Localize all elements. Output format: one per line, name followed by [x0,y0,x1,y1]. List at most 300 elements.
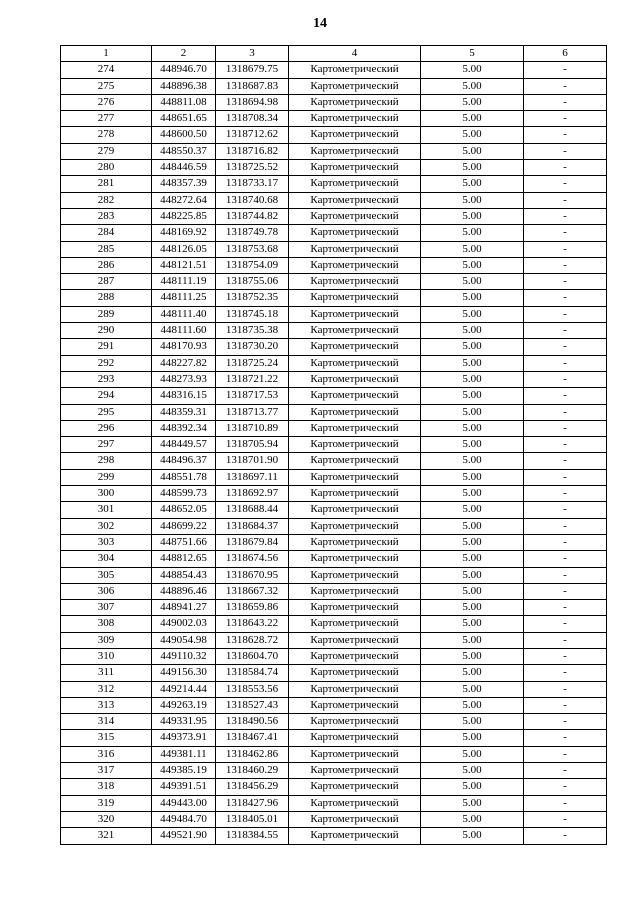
table-row [61,176,607,192]
table-row [61,371,607,387]
table-cell: 448272.64 [152,192,216,208]
column-header: 3 [216,46,289,62]
table-row [61,111,607,127]
table-cell: 1318688.44 [216,502,289,518]
table-cell: 448600.50 [152,127,216,143]
table-row [61,290,607,306]
table-cell: - [524,127,607,143]
table-cell: - [524,453,607,469]
table-row [61,306,607,322]
table-row [61,208,607,224]
table-cell: 288 [61,290,152,306]
table-cell: 1318694.98 [216,94,289,110]
table-cell: Картометрический [289,518,421,534]
table-cell: 5.00 [421,486,524,502]
table-cell: 314 [61,714,152,730]
table-cell: 1318755.06 [216,274,289,290]
table-cell: 449054.98 [152,632,216,648]
table-cell: - [524,143,607,159]
table-cell: 5.00 [421,339,524,355]
table-cell: Картометрический [289,486,421,502]
table-cell: - [524,665,607,681]
table-cell: Картометрический [289,730,421,746]
table-cell: - [524,648,607,664]
table-cell: 1318467.41 [216,730,289,746]
table-cell: 297 [61,437,152,453]
table-cell: 448111.40 [152,306,216,322]
table-cell: 1318679.84 [216,534,289,550]
table-cell: 5.00 [421,257,524,273]
table-cell: 5.00 [421,192,524,208]
table-cell: - [524,681,607,697]
table-cell: Картометрический [289,257,421,273]
table-cell: 448652.05 [152,502,216,518]
table-cell: 5.00 [421,274,524,290]
table-row [61,225,607,241]
table-cell: 1318527.43 [216,697,289,713]
table-cell: 291 [61,339,152,355]
column-header: 5 [421,46,524,62]
table-row [61,420,607,436]
table-cell: 320 [61,811,152,827]
table-cell: 1318753.68 [216,241,289,257]
table-cell: 449331.95 [152,714,216,730]
table-cell: 448227.82 [152,355,216,371]
table-cell: - [524,388,607,404]
table-cell: 448812.65 [152,551,216,567]
table-row [61,697,607,713]
table-cell: 5.00 [421,127,524,143]
table-cell: - [524,583,607,599]
table-cell: 1318712.62 [216,127,289,143]
table-cell: - [524,567,607,583]
table-cell: 5.00 [421,567,524,583]
table-cell: Картометрический [289,160,421,176]
table-cell: Картометрический [289,339,421,355]
column-header: 1 [61,46,152,62]
table-cell: 1318754.09 [216,257,289,273]
table-cell: Картометрический [289,143,421,159]
table-cell: Картометрический [289,469,421,485]
table-cell: 1318670.95 [216,567,289,583]
table-cell: 1318628.72 [216,632,289,648]
table-cell: 448316.15 [152,388,216,404]
table-cell: - [524,730,607,746]
column-header: 4 [289,46,421,62]
table-cell: 448121.51 [152,257,216,273]
table-cell: Картометрический [289,306,421,322]
table-cell: Картометрический [289,681,421,697]
table-cell: 1318405.01 [216,811,289,827]
table-cell: 5.00 [421,323,524,339]
table-header-row [61,46,607,62]
table-cell: 5.00 [421,290,524,306]
table-cell: - [524,306,607,322]
table-cell: Картометрический [289,665,421,681]
table-row [61,665,607,681]
table-cell: 5.00 [421,632,524,648]
table-cell: - [524,404,607,420]
table-cell: - [524,208,607,224]
table-cell: 313 [61,697,152,713]
table-cell: - [524,94,607,110]
table-cell: 1318740.68 [216,192,289,208]
table-row [61,811,607,827]
table-cell: 5.00 [421,811,524,827]
table-cell: 5.00 [421,730,524,746]
page-number: 14 [313,16,327,31]
table-cell: 448811.08 [152,94,216,110]
table-cell: 284 [61,225,152,241]
table-cell: 448111.60 [152,323,216,339]
table-cell: 5.00 [421,795,524,811]
table-cell: 298 [61,453,152,469]
table-cell: 5.00 [421,828,524,844]
table-cell: 448699.22 [152,518,216,534]
table-cell: 1318456.29 [216,779,289,795]
table-cell: 5.00 [421,208,524,224]
table-row [61,746,607,762]
table-cell: 318 [61,779,152,795]
table-cell: Картометрический [289,225,421,241]
table-cell: Картометрический [289,323,421,339]
table-cell: 292 [61,355,152,371]
table-cell: 5.00 [421,420,524,436]
table-cell: 448169.92 [152,225,216,241]
table-cell: - [524,323,607,339]
table-cell: 5.00 [421,648,524,664]
table-body [61,62,607,844]
table-cell: 1318701.90 [216,453,289,469]
table-cell: Картометрический [289,632,421,648]
table-cell: 276 [61,94,152,110]
table-cell: 316 [61,746,152,762]
table-cell: 1318667.32 [216,583,289,599]
table-cell: 5.00 [421,600,524,616]
table-cell: 5.00 [421,78,524,94]
table-cell: 1318725.52 [216,160,289,176]
table-cell: 1318733.17 [216,176,289,192]
table-cell: 1318735.38 [216,323,289,339]
table-cell: 448496.37 [152,453,216,469]
table-cell: Картометрический [289,437,421,453]
table-cell: - [524,62,607,78]
table-row [61,828,607,844]
table-cell: Картометрический [289,176,421,192]
table-cell: 449443.00 [152,795,216,811]
table-cell: 5.00 [421,306,524,322]
table-cell: 448854.43 [152,567,216,583]
table-row [61,78,607,94]
coordinates-table [60,45,607,845]
table-cell: Картометрический [289,534,421,550]
table-cell: 274 [61,62,152,78]
table-cell: Картометрический [289,714,421,730]
table-cell: - [524,600,607,616]
table-cell: 5.00 [421,551,524,567]
table-cell: 311 [61,665,152,681]
table-cell: 5.00 [421,665,524,681]
table-cell: 1318752.35 [216,290,289,306]
table-row [61,160,607,176]
table-cell: 5.00 [421,176,524,192]
table-cell: Картометрический [289,779,421,795]
table-cell: Картометрический [289,811,421,827]
table-row [61,453,607,469]
table-cell: 1318705.94 [216,437,289,453]
table-cell: 303 [61,534,152,550]
table-cell: 321 [61,828,152,844]
table-cell: - [524,437,607,453]
table-row [61,388,607,404]
table-cell: 448446.59 [152,160,216,176]
table-cell: 5.00 [421,371,524,387]
table-cell: 449484.70 [152,811,216,827]
table-cell: 5.00 [421,763,524,779]
table-cell: - [524,616,607,632]
table-cell: 448550.37 [152,143,216,159]
table-cell: 1318584.74 [216,665,289,681]
table-row [61,730,607,746]
table-row [61,567,607,583]
table-cell: 1318725.24 [216,355,289,371]
table-row [61,534,607,550]
table-cell: 448273.93 [152,371,216,387]
table-cell: 278 [61,127,152,143]
table-cell: 309 [61,632,152,648]
table-cell: 5.00 [421,502,524,518]
table-row [61,681,607,697]
table-row [61,551,607,567]
table-cell: 449156.30 [152,665,216,681]
table-cell: 448357.39 [152,176,216,192]
table-cell: 5.00 [421,469,524,485]
table-cell: Картометрический [289,648,421,664]
table-cell: 294 [61,388,152,404]
table-cell: Картометрический [289,94,421,110]
table-cell: - [524,534,607,550]
table-cell: 448896.38 [152,78,216,94]
table-row [61,355,607,371]
table-cell: 1318687.83 [216,78,289,94]
table-cell: 304 [61,551,152,567]
table-cell: - [524,551,607,567]
table-cell: 5.00 [421,437,524,453]
table-row [61,192,607,208]
table-cell: Картометрический [289,404,421,420]
table-cell: 5.00 [421,111,524,127]
table-cell: 281 [61,176,152,192]
table-cell: Картометрический [289,453,421,469]
table-cell: 5.00 [421,779,524,795]
table-row [61,616,607,632]
table-cell: 282 [61,192,152,208]
table-cell: 449110.32 [152,648,216,664]
table-cell: 1318553.56 [216,681,289,697]
table-cell: 1318710.89 [216,420,289,436]
table-cell: Картометрический [289,127,421,143]
column-header: 2 [152,46,216,62]
table-cell: Картометрический [289,290,421,306]
table-cell: 275 [61,78,152,94]
table-cell: Картометрический [289,62,421,78]
table-cell: 449214.44 [152,681,216,697]
table-cell: - [524,828,607,844]
table-cell: 5.00 [421,681,524,697]
table-cell: 449002.03 [152,616,216,632]
table-cell: - [524,355,607,371]
table-row [61,600,607,616]
table-cell: Картометрический [289,746,421,762]
table-cell: Картометрический [289,583,421,599]
table-cell: 448170.93 [152,339,216,355]
table-cell: Картометрический [289,241,421,257]
table-cell: 310 [61,648,152,664]
table-cell: 448225.85 [152,208,216,224]
column-header: 6 [524,46,607,62]
table-cell: 312 [61,681,152,697]
table-cell: - [524,486,607,502]
table-cell: 285 [61,241,152,257]
table-cell: - [524,502,607,518]
table-cell: 1318427.96 [216,795,289,811]
table-row [61,779,607,795]
table-cell: 1318716.82 [216,143,289,159]
table-cell: 448896.46 [152,583,216,599]
table-cell: 296 [61,420,152,436]
table-row [61,323,607,339]
table-row [61,648,607,664]
table-cell: 1318674.56 [216,551,289,567]
table-cell: 290 [61,323,152,339]
table-cell: 449391.51 [152,779,216,795]
table-cell: 305 [61,567,152,583]
table-cell: 5.00 [421,714,524,730]
table-cell: 5.00 [421,388,524,404]
table-cell: 448651.65 [152,111,216,127]
table-cell: 1318730.20 [216,339,289,355]
table-cell: - [524,176,607,192]
table-cell: Картометрический [289,78,421,94]
table-cell: 289 [61,306,152,322]
table-cell: 5.00 [421,697,524,713]
table-cell: 315 [61,730,152,746]
table-cell: 449521.90 [152,828,216,844]
table-cell: 448449.57 [152,437,216,453]
table-cell: Картометрический [289,208,421,224]
table-cell: 1318460.29 [216,763,289,779]
table-cell: - [524,469,607,485]
table-row [61,518,607,534]
table-cell: 1318384.55 [216,828,289,844]
table-cell: 448392.34 [152,420,216,436]
table-cell: 1318721.22 [216,371,289,387]
table-cell: 287 [61,274,152,290]
table-cell: 302 [61,518,152,534]
table-cell: - [524,192,607,208]
table-cell: 280 [61,160,152,176]
table-cell: - [524,779,607,795]
table-row [61,241,607,257]
table-cell: 300 [61,486,152,502]
table-row [61,583,607,599]
table-row [61,486,607,502]
table-cell: 448551.78 [152,469,216,485]
table-cell: 5.00 [421,62,524,78]
table-cell: Картометрический [289,388,421,404]
table-cell: - [524,371,607,387]
table-cell: 299 [61,469,152,485]
table-row [61,795,607,811]
table-cell: 277 [61,111,152,127]
table-cell: - [524,111,607,127]
table-cell: Картометрический [289,420,421,436]
table-cell: 448111.19 [152,274,216,290]
table-cell: 5.00 [421,404,524,420]
table-cell: 448946.70 [152,62,216,78]
table-cell: 5.00 [421,583,524,599]
table-cell: 293 [61,371,152,387]
table-row [61,763,607,779]
table-cell: 5.00 [421,518,524,534]
table-row [61,714,607,730]
table-cell: Картометрический [289,551,421,567]
table-row [61,404,607,420]
table-row [61,62,607,78]
table-cell: 1318692.97 [216,486,289,502]
table-cell: - [524,714,607,730]
table-cell: - [524,420,607,436]
table-cell: 448111.25 [152,290,216,306]
table-cell: Картометрический [289,274,421,290]
table-cell: 449373.91 [152,730,216,746]
table-cell: Картометрический [289,828,421,844]
table-cell: - [524,339,607,355]
table-cell: - [524,78,607,94]
table-cell: 1318749.78 [216,225,289,241]
table-row [61,437,607,453]
table-cell: Картометрический [289,616,421,632]
table-cell: 286 [61,257,152,273]
table-cell: - [524,241,607,257]
table-cell: 448941.27 [152,600,216,616]
table-row [61,94,607,110]
table-cell: - [524,290,607,306]
table-cell: 283 [61,208,152,224]
table-row [61,127,607,143]
table-cell: 5.00 [421,160,524,176]
table-cell: 5.00 [421,241,524,257]
table-cell: 1318713.77 [216,404,289,420]
table-cell: Картометрический [289,697,421,713]
table-cell: Картометрический [289,600,421,616]
table-cell: 1318462.86 [216,746,289,762]
table-cell: 5.00 [421,355,524,371]
table-cell: 1318679.75 [216,62,289,78]
table-row [61,632,607,648]
table-cell: 5.00 [421,534,524,550]
table-cell: 449385.19 [152,763,216,779]
table-row [61,143,607,159]
table-cell: Картометрический [289,763,421,779]
table-cell: - [524,274,607,290]
table-cell: 1318490.56 [216,714,289,730]
table-cell: Картометрический [289,502,421,518]
table-cell: 1318659.86 [216,600,289,616]
table-cell: - [524,160,607,176]
table-cell: 449381.11 [152,746,216,762]
table-cell: Картометрический [289,355,421,371]
